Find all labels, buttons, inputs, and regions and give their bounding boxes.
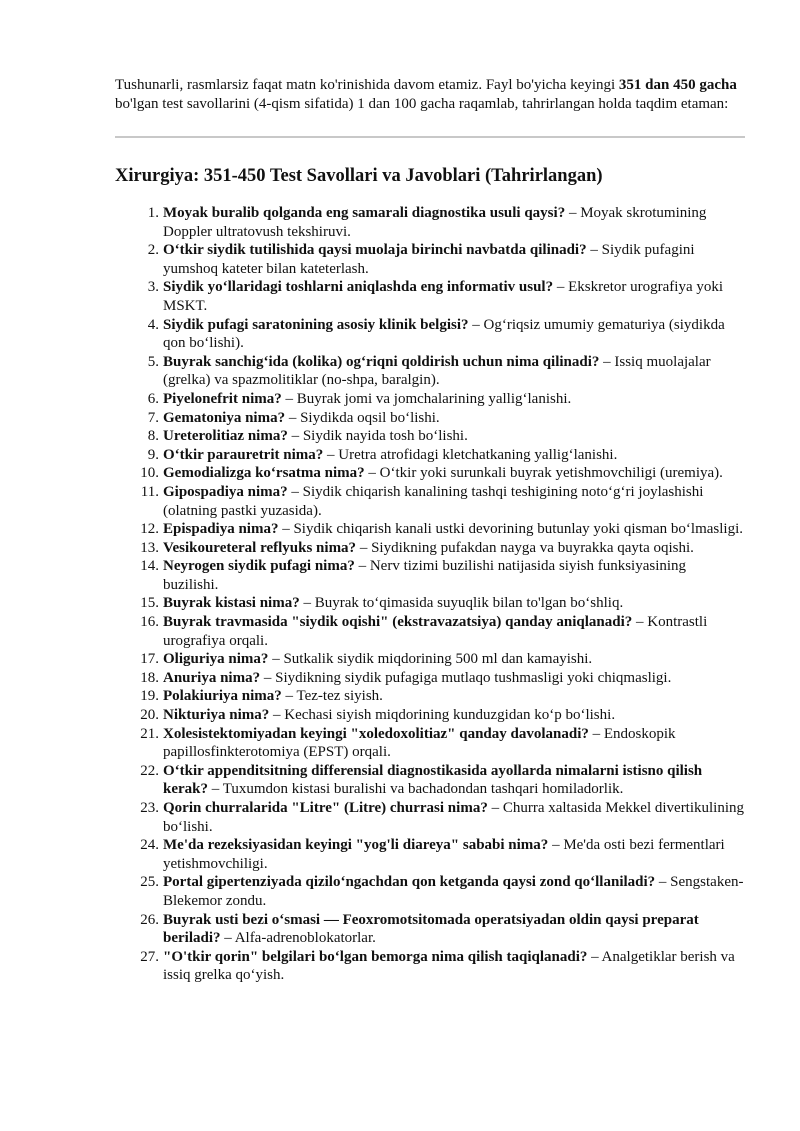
- answer-text: – Churra xaltasida Mekkel divertikulining bo‘lishi.: [163, 800, 745, 835]
- answer-text: – Siydikning pufakdan nayga va buyrakka qayta oqishi.: [356, 539, 694, 556]
- answer-text: – Og‘riqsiz umumiy gematuriya (siydikda qon bo‘lishi).: [163, 316, 725, 352]
- item-number: 13.: [140, 539, 159, 556]
- question-text: Buyrak kistasi nima?: [163, 595, 300, 612]
- list-item: [140, 557, 745, 594]
- item-number: 21.: [140, 725, 159, 742]
- item-number: 6.: [147, 390, 159, 407]
- list-item: [147, 278, 745, 315]
- question-text: Ureterolitiaz nima?: [163, 428, 288, 445]
- item-number: 11.: [140, 483, 159, 500]
- question-list: [115, 204, 745, 985]
- list-item: [147, 353, 745, 390]
- answer-text: – Alfa-adrenoblokatorlar.: [220, 930, 376, 947]
- question-text: Vesikoureteral reflyuks nima?: [163, 539, 357, 556]
- item-number: 8.: [147, 428, 159, 445]
- answer-text: – Buyrak to‘qimasida suyuqlik bilan to'lgan bo‘shliq.: [299, 595, 624, 612]
- question-text: Buyrak sanchig‘ida (kolika) og‘riqni qoldirish uchun nima qilinadi?: [163, 353, 600, 370]
- list-item: [140, 650, 745, 669]
- list-item: [140, 687, 745, 706]
- answer-text: – Siydik nayida tosh bo‘lishi.: [287, 428, 468, 445]
- item-number: 5.: [147, 353, 159, 370]
- list-item: [140, 539, 745, 558]
- list-item: [147, 446, 745, 465]
- question-text: Gipospadiya nima?: [163, 483, 288, 500]
- question-text: Epispadiya nima?: [163, 521, 279, 538]
- item-number: 14.: [140, 558, 159, 575]
- list-item: [140, 520, 745, 539]
- answer-text: – Issiq muolajalar (grelka) va spazmolitiklar (no-shpa, baralgin).: [163, 353, 711, 389]
- question-text: Anuriya nima?: [163, 669, 261, 686]
- item-number: 15.: [140, 595, 159, 612]
- question-text: Gematoniya nima?: [163, 409, 286, 426]
- list-item: [147, 241, 745, 278]
- question-text: Piyelonefrit nima?: [163, 390, 282, 407]
- list-item: [140, 762, 745, 799]
- answer-text: – Kontrastli urografiya orqali.: [163, 614, 708, 649]
- list-item: [140, 483, 745, 520]
- intro-text-after: bo'lgan test savollarini (4-qism sifatida) 1 dan 100 gacha raqamlab, tahrirlangan holda taqdim etaman:: [115, 96, 729, 112]
- question-text: Siydik pufagi saratonining asosiy klinik belgisi?: [163, 316, 469, 333]
- question-text: Neyrogen siydik pufagi nima?: [163, 558, 355, 575]
- list-item: [147, 390, 745, 409]
- answer-text: – Sutkalik siydik miqdorining 500 ml dan kamayishi.: [268, 651, 593, 668]
- list-item: [140, 594, 745, 613]
- item-number: 9.: [147, 446, 159, 463]
- item-number: 4.: [147, 316, 159, 333]
- item-number: 19.: [140, 688, 159, 705]
- answer-text: – Uretra atrofidagi kletchatkaning yallig‘lanishi.: [323, 446, 618, 463]
- answer-text: – Siydik pufagini yumshoq kateter bilan kateterlash.: [163, 242, 695, 277]
- item-number: 26.: [140, 911, 159, 928]
- intro-text-bold: 351 dan 450 gacha: [618, 77, 737, 93]
- question-text: O‘tkir siydik tutilishida qaysi muolaja birinchi navbatda qilinadi?: [163, 242, 587, 259]
- answer-text: – Me'da osti bezi fermentlari yetishmovchiligi.: [163, 837, 725, 872]
- question-text: "O'tkir qorin" belgilari bo‘lgan bemorga nima qilish taqiqlanadi?: [163, 948, 588, 965]
- intro-paragraph: [115, 76, 745, 114]
- question-text: Oliguriya nima?: [163, 651, 269, 668]
- question-text: Buyrak travmasida "siydik oqishi" (ekstravazatsiya) qanday aniqlanadi?: [163, 614, 633, 631]
- list-item: [140, 911, 745, 948]
- item-number: 16.: [140, 614, 159, 631]
- item-number: 12.: [140, 521, 159, 538]
- list-item: [140, 873, 745, 910]
- intro-text-before: Tushunarli, rasmlarsiz faqat matn ko'rinishida davom etamiz. Fayl bo'yicha keyingi: [115, 77, 619, 93]
- item-number: 25.: [140, 874, 159, 891]
- horizontal-divider: [115, 136, 745, 138]
- answer-text: – Ekskretor urografiya yoki MSKT.: [163, 279, 724, 314]
- answer-text: – Nerv tizimi buzilishi natijasida siyish funksiyasining buzilishi.: [163, 558, 687, 593]
- item-number: 24.: [140, 837, 159, 854]
- list-item: [147, 204, 745, 241]
- answer-text: – Tuxumdon kistasi buralishi va bachadondan tashqari homiladorlik.: [208, 781, 624, 798]
- question-text: Portal gipertenziyada qizilo‘ngachdan qon ketganda qaysi zond qo‘llaniladi?: [163, 874, 656, 891]
- question-text: Gemodializga ko‘rsatma nima?: [163, 465, 365, 482]
- list-item: [140, 799, 745, 836]
- answer-text: – Analgetiklar berish va issiq grelka qo‘yish.: [163, 948, 735, 984]
- answer-text: – Siydik chiqarish kanali ustki devorining butunlay yoki qisman bo‘lmasligi.: [278, 521, 744, 538]
- answer-text: – Buyrak jomi va jomchalarining yallig‘lanishi.: [281, 390, 572, 407]
- item-number: 23.: [140, 800, 159, 816]
- question-text: O‘tkir appenditsitning differensial diagnostikasida ayollarda nimalarni istisno qilish kerak?: [163, 762, 703, 798]
- list-item: [140, 948, 745, 985]
- item-number: 22.: [140, 762, 159, 779]
- list-item: [140, 836, 745, 873]
- answer-text: – Sengstaken-Blekemor zondu.: [163, 874, 744, 909]
- list-item: [140, 613, 745, 650]
- item-number: 20.: [140, 707, 159, 724]
- answer-text: – Siydikda oqsil bo‘lishi.: [285, 409, 440, 426]
- list-item: [140, 669, 745, 688]
- question-text: O‘tkir parauretrit nima?: [163, 446, 324, 463]
- question-text: Siydik yo‘llaridagi toshlarni aniqlashda eng informativ usul?: [163, 279, 554, 296]
- item-number: 3.: [147, 279, 159, 296]
- answer-text: – Kechasi siyish miqdorining kunduzgidan ko‘p bo‘lishi.: [269, 707, 616, 724]
- question-text: Me'da rezeksiyasidan keyingi "yog'li diareya" sababi nima?: [163, 837, 549, 854]
- answer-text: – O‘tkir yoki surunkali buyrak yetishmovchiligi (uremiya).: [364, 465, 723, 482]
- answer-text: – Tez-tez siyish.: [281, 688, 383, 705]
- document-page: [115, 76, 745, 985]
- item-number: 18.: [140, 669, 159, 686]
- answer-text: – Moyak skrotumining Doppler ultratovush tekshiruvi.: [163, 205, 707, 240]
- item-number: 10.: [140, 465, 159, 482]
- list-item: [147, 316, 745, 353]
- question-text: Xolesistektomiyadan keyingi "xoledoxolitiaz" qanday davolanadi?: [163, 725, 589, 742]
- list-item: [147, 409, 745, 428]
- item-number: 2.: [147, 242, 159, 259]
- question-text: Moyak buralib qolganda eng samarali diagnostika usuli qaysi?: [163, 205, 566, 221]
- item-number: 7.: [147, 409, 159, 426]
- section-title: Xirurgiya: 351-450 Test Savollari va Javoblari (Tahrirlangan): [115, 166, 603, 186]
- question-text: Nikturiya nima?: [163, 707, 270, 724]
- question-text: Buyrak usti bezi o‘smasi — Feoxromotsitomada operatsiyadan oldin qaysi preparat beriladi?: [163, 911, 699, 947]
- question-text: Qorin churralarida "Litre" (Litre) churrasi nima?: [163, 800, 488, 816]
- item-number: 1.: [147, 205, 159, 221]
- question-text: Polakiuriya nima?: [163, 688, 282, 705]
- answer-text: – Siydik chiqarish kanalining tashqi teshigining noto‘g‘ri joylashishi (olatning pastki yuzasida).: [163, 483, 704, 519]
- list-item: [140, 706, 745, 725]
- list-item: [147, 427, 745, 446]
- item-number: 27.: [140, 948, 159, 965]
- list-item: [140, 725, 745, 762]
- answer-text: – Endoskopik papillosfinkterotomiya (EPST) orqali.: [163, 725, 676, 761]
- item-number: 17.: [140, 651, 159, 668]
- answer-text: – Siydikning siydik pufagiga mutlaqo tushmasligi yoki chiqmasligi.: [260, 669, 672, 686]
- list-item: [140, 464, 745, 483]
